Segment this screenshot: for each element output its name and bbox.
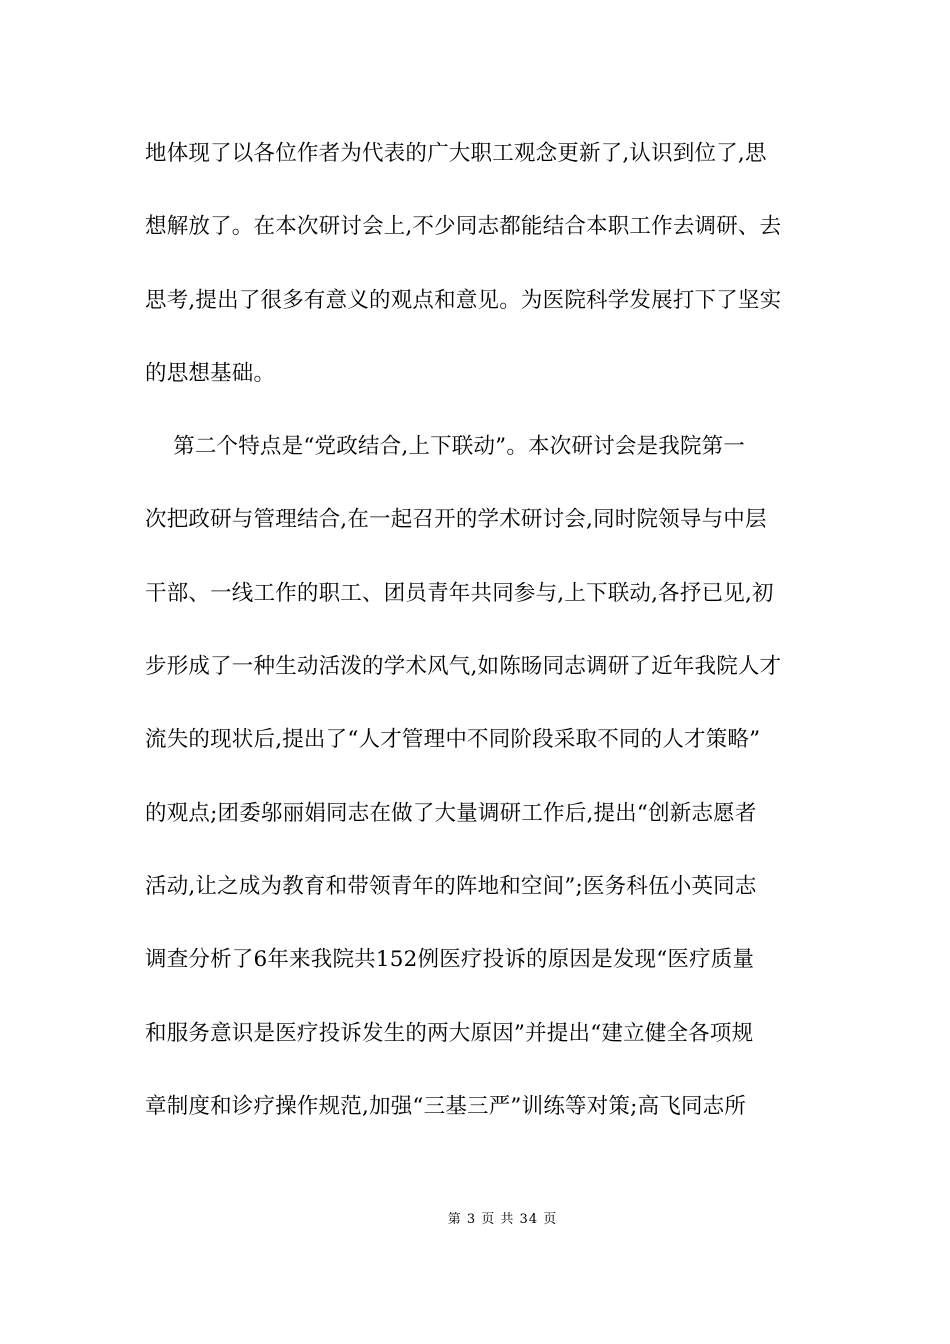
text-line: 地体现了以各位作者为代表的广大职工观念更新了,认识到位了,思 bbox=[145, 141, 767, 166]
text-line: 思考,提出了很多有意义的观点和意见。为医院科学发展打下了坚实 bbox=[145, 287, 782, 313]
page-footer bbox=[0, 1208, 950, 1227]
text-line: 章制度和诊疗操作规范,加强“三基三严”训练等对策;高飞同志所 bbox=[145, 1093, 747, 1119]
text-line: 和服务意识是医疗投诉发生的两大原因”并提出“建立健全各项规 bbox=[145, 1020, 754, 1046]
page-number: 第 3 页 共 34 页 bbox=[447, 1212, 558, 1227]
text-line: 的思想基础。 bbox=[145, 360, 276, 386]
text-line: 活动,让之成为教育和带领青年的阵地和空间”;医务科伍小英同志 bbox=[145, 873, 757, 899]
text-line: 干部、一线工作的职工、团员青年共同参与,上下联动,各抒已见,初 bbox=[145, 580, 774, 606]
text-line: 想解放了。在本次研讨会上,不少同志都能结合本职工作去调研、去 bbox=[145, 214, 782, 240]
text-line: 第二个特点是“党政结合,上下联动”。本次研讨会是我院第一 bbox=[145, 434, 746, 460]
body-text bbox=[145, 130, 810, 1156]
text-line: 的观点;团委邬丽娟同志在做了大量调研工作后,提出“创新志愿者 bbox=[145, 800, 757, 826]
text-line: 次把政研与管理结合,在一起召开的学术研讨会,同时院领导与中层 bbox=[145, 507, 767, 533]
text-line: 流失的现状后,提出了“人才管理中不同阶段采取不同的人才策略” bbox=[145, 727, 761, 753]
text-line: 步形成了一种生动活泼的学术风气,如陈旸同志调研了近年我院人才 bbox=[145, 654, 782, 680]
text-line: 调查分析了6年来我院共152例医疗投诉的原因是发现“医疗质量 bbox=[145, 947, 755, 973]
